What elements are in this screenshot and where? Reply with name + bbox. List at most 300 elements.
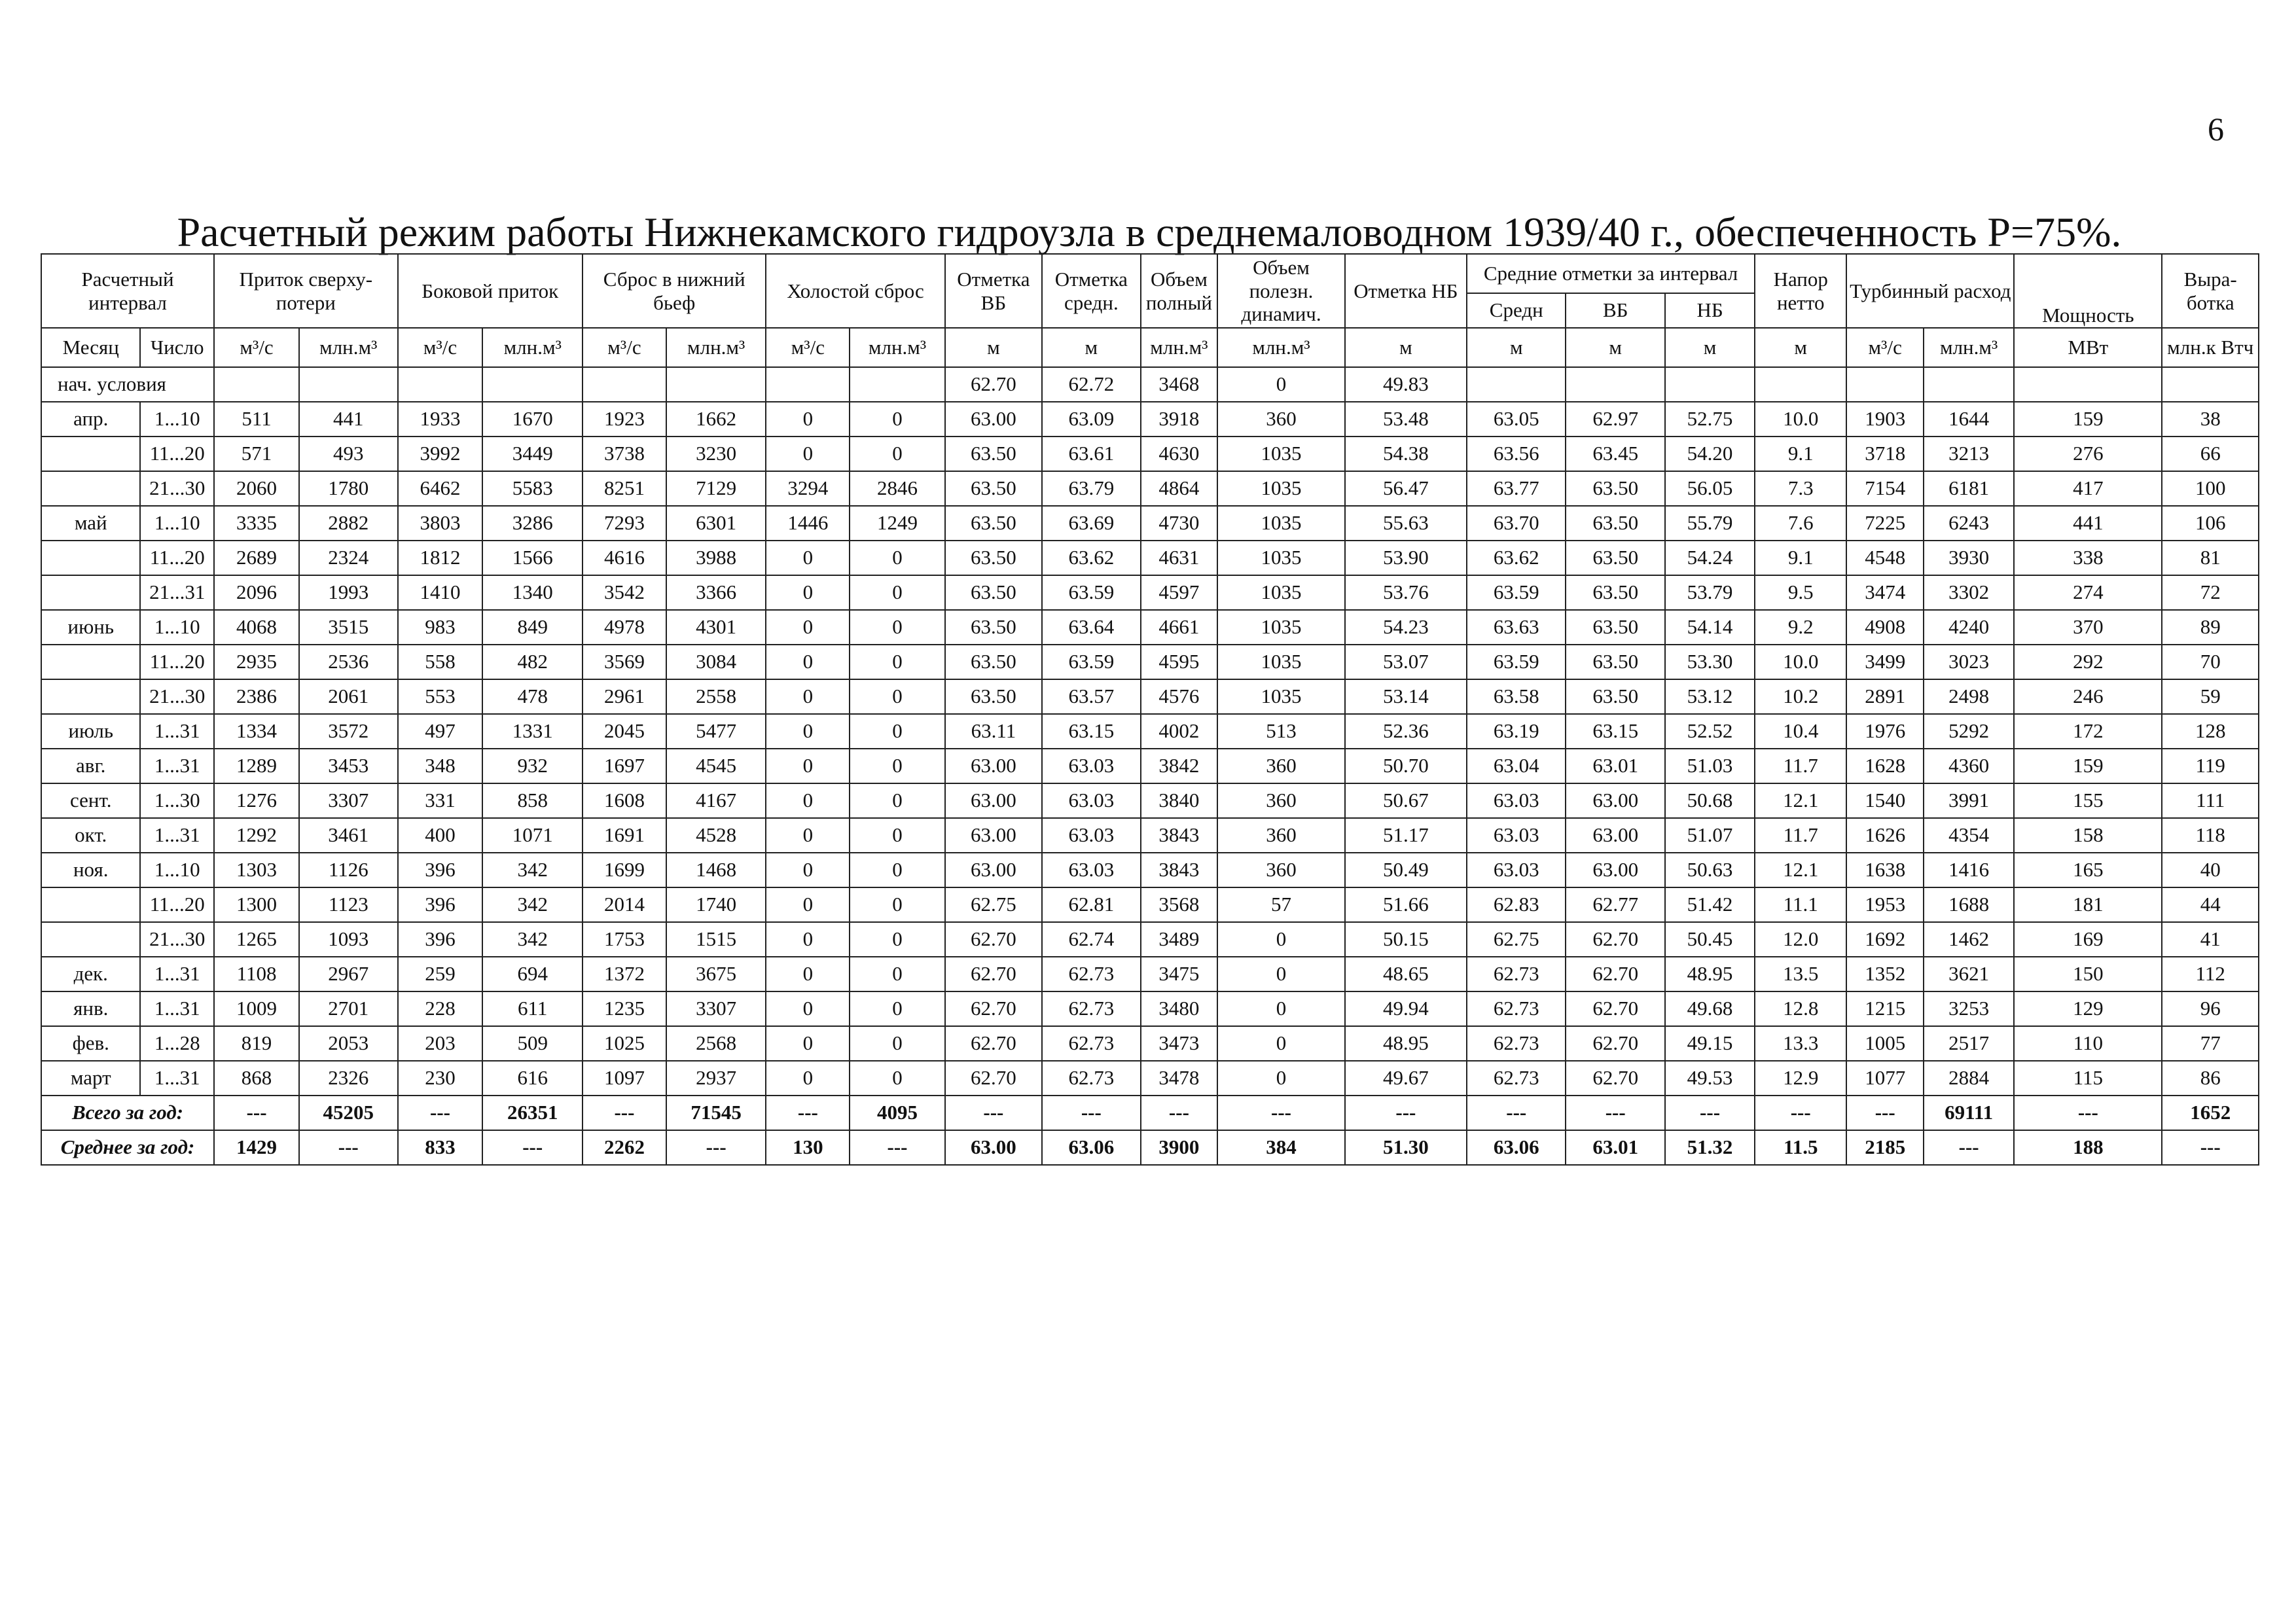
table-cell: 63.03 — [1042, 783, 1140, 818]
table-cell: 1071 — [482, 818, 583, 853]
table-cell: 63.03 — [1467, 853, 1566, 887]
unit-cell: м — [1345, 328, 1467, 367]
header-interval: Расчетный интервал — [41, 254, 214, 328]
table-cell: --- — [583, 1096, 666, 1130]
table-cell: --- — [1141, 1096, 1218, 1130]
header-avg-marks: Средние отметки за интервал — [1467, 254, 1755, 293]
unit-cell: млн.м³ — [1141, 328, 1218, 367]
table-cell: 2961 — [583, 679, 666, 714]
table-cell: 497 — [398, 714, 483, 749]
table-cell: 63.50 — [945, 575, 1042, 610]
unit-cell: м³/с — [1846, 328, 1924, 367]
table-cell: 493 — [299, 437, 397, 471]
table-cell: 1093 — [299, 922, 397, 957]
table-cell: 5477 — [666, 714, 766, 749]
table-cell: 3803 — [398, 506, 483, 541]
table-cell: 62.70 — [1566, 922, 1664, 957]
table-cell: 3294 — [766, 471, 850, 506]
month-cell: янв. — [41, 991, 140, 1026]
table-cell: 276 — [2014, 437, 2162, 471]
table-cell: 868 — [214, 1061, 299, 1096]
table-row — [41, 887, 2259, 922]
table-cell: 1025 — [583, 1026, 666, 1061]
table-cell: 611 — [482, 991, 583, 1026]
table-cell: 62.73 — [1467, 1026, 1566, 1061]
table-cell: 0 — [850, 887, 944, 922]
table-cell: 1289 — [214, 749, 299, 783]
table-cell: 360 — [1217, 749, 1344, 783]
table-cell: 3461 — [299, 818, 397, 853]
table-cell: 858 — [482, 783, 583, 818]
table-row — [41, 991, 2259, 1026]
table-cell: 54.14 — [1665, 610, 1755, 645]
table-cell: 0 — [850, 402, 944, 437]
table-cell: 63.79 — [1042, 471, 1140, 506]
table-cell: 5583 — [482, 471, 583, 506]
table-cell: 181 — [2014, 887, 2162, 922]
table-cell: 3569 — [583, 645, 666, 679]
table-cell: 63.59 — [1467, 645, 1566, 679]
table-cell: 6181 — [1924, 471, 2014, 506]
table-cell: 1292 — [214, 818, 299, 853]
table-cell: 63.59 — [1042, 645, 1140, 679]
table-cell: 1691 — [583, 818, 666, 853]
table-cell: 49.68 — [1665, 991, 1755, 1026]
table-cell: 4167 — [666, 783, 766, 818]
avg-row — [41, 1130, 2259, 1165]
empty-cell — [1665, 367, 1755, 402]
table-cell: --- — [945, 1096, 1042, 1130]
table-cell: 833 — [398, 1130, 483, 1165]
table-cell: --- — [214, 1096, 299, 1130]
table-cell: 3718 — [1846, 437, 1924, 471]
table-cell: 118 — [2162, 818, 2259, 853]
table-cell: 13.3 — [1755, 1026, 1846, 1061]
table-cell: 53.14 — [1345, 679, 1467, 714]
table-cell: 441 — [2014, 506, 2162, 541]
table-cell: 49.67 — [1345, 1061, 1467, 1096]
month-cell: окт. — [41, 818, 140, 853]
table-cell: 384 — [1217, 1130, 1344, 1165]
table-cell: 3253 — [1924, 991, 2014, 1026]
table-cell: 3449 — [482, 437, 583, 471]
table-cell: 3515 — [299, 610, 397, 645]
table-row — [41, 1026, 2259, 1061]
table-cell: 370 — [2014, 610, 2162, 645]
table-cell: 51.32 — [1665, 1130, 1755, 1165]
table-cell: 511 — [214, 402, 299, 437]
table-row — [41, 714, 2259, 749]
table-cell: 1692 — [1846, 922, 1924, 957]
table-cell: 50.45 — [1665, 922, 1755, 957]
table-cell: 63.64 — [1042, 610, 1140, 645]
table-cell: 63.58 — [1467, 679, 1566, 714]
day-range-cell: 1...28 — [140, 1026, 214, 1061]
day-range-cell: 1...31 — [140, 749, 214, 783]
table-cell: 3084 — [666, 645, 766, 679]
table-cell: 70 — [2162, 645, 2259, 679]
unit-cell: м — [1665, 328, 1755, 367]
table-cell: 0 — [850, 575, 944, 610]
table-cell: 513 — [1217, 714, 1344, 749]
table-cell: 11.7 — [1755, 818, 1846, 853]
table-cell: 0 — [850, 957, 944, 991]
table-cell: 1035 — [1217, 541, 1344, 575]
month-cell — [41, 922, 140, 957]
table-row — [41, 575, 2259, 610]
table-cell: 616 — [482, 1061, 583, 1096]
table-cell: 53.48 — [1345, 402, 1467, 437]
table-cell: 57 — [1217, 887, 1344, 922]
empty-cell — [666, 367, 766, 402]
table-cell: 63.50 — [945, 610, 1042, 645]
month-cell — [41, 887, 140, 922]
empty-cell — [1467, 367, 1566, 402]
table-cell: 932 — [482, 749, 583, 783]
table-cell: 1265 — [214, 922, 299, 957]
table-cell: 0 — [850, 541, 944, 575]
table-cell: 55.63 — [1345, 506, 1467, 541]
table-cell: 56.47 — [1345, 471, 1467, 506]
table-cell: 3930 — [1924, 541, 2014, 575]
table-cell: 4730 — [1141, 506, 1218, 541]
table-cell: 694 — [482, 957, 583, 991]
table-cell: 62.70 — [945, 367, 1042, 402]
table-cell: 52.75 — [1665, 402, 1755, 437]
table-cell: 49.53 — [1665, 1061, 1755, 1096]
table-cell: 0 — [850, 610, 944, 645]
table-cell: 3840 — [1141, 783, 1218, 818]
table-cell: 0 — [850, 679, 944, 714]
table-cell: 38 — [2162, 402, 2259, 437]
table-cell: 2967 — [299, 957, 397, 991]
table-cell: 3843 — [1141, 818, 1218, 853]
table-cell: 53.79 — [1665, 575, 1755, 610]
table-cell: 53.30 — [1665, 645, 1755, 679]
table-cell: 1688 — [1924, 887, 2014, 922]
table-cell: 150 — [2014, 957, 2162, 991]
table-cell: 4908 — [1846, 610, 1924, 645]
table-cell: 1416 — [1924, 853, 2014, 887]
table-cell: 478 — [482, 679, 583, 714]
table-cell: 3230 — [666, 437, 766, 471]
day-range-cell: 1...31 — [140, 714, 214, 749]
table-cell: 49.83 — [1345, 367, 1467, 402]
table-cell: 1780 — [299, 471, 397, 506]
table-cell: 63.03 — [1042, 818, 1140, 853]
table-cell: 63.15 — [1042, 714, 1140, 749]
table-cell: 63.50 — [945, 645, 1042, 679]
table-cell: 51.42 — [1665, 887, 1755, 922]
table-cell: 45205 — [299, 1096, 397, 1130]
table-cell: 0 — [766, 818, 850, 853]
table-cell: 0 — [850, 922, 944, 957]
day-range-cell: 21...30 — [140, 922, 214, 957]
table-cell: 51.30 — [1345, 1130, 1467, 1165]
table-cell: 1638 — [1846, 853, 1924, 887]
table-cell: --- — [1846, 1096, 1924, 1130]
header-lateral: Боковой приток — [398, 254, 583, 328]
table-cell: 63.04 — [1467, 749, 1566, 783]
table-cell: 0 — [766, 645, 850, 679]
table-cell: 331 — [398, 783, 483, 818]
table-cell: 1123 — [299, 887, 397, 922]
day-range-cell: 1...10 — [140, 610, 214, 645]
table-cell: 396 — [398, 853, 483, 887]
table-cell: 63.03 — [1467, 783, 1566, 818]
table-cell: 72 — [2162, 575, 2259, 610]
table-cell: 0 — [766, 1061, 850, 1096]
table-cell: --- — [299, 1130, 397, 1165]
table-cell: 69111 — [1924, 1096, 2014, 1130]
table-cell: 1608 — [583, 783, 666, 818]
table-cell: 54.38 — [1345, 437, 1467, 471]
table-cell: 3988 — [666, 541, 766, 575]
table-cell: 3302 — [1924, 575, 2014, 610]
table-cell: 0 — [766, 679, 850, 714]
table-cell: 0 — [850, 853, 944, 887]
table-cell: 63.00 — [945, 853, 1042, 887]
table-cell: 59 — [2162, 679, 2259, 714]
unit-cell: млн.м³ — [299, 328, 397, 367]
table-cell: 2386 — [214, 679, 299, 714]
table-cell: 1753 — [583, 922, 666, 957]
table-cell: 342 — [482, 922, 583, 957]
unit-cell: м³/с — [398, 328, 483, 367]
table-cell: 50.70 — [1345, 749, 1467, 783]
total-row-label: Всего за год: — [41, 1096, 214, 1130]
table-cell: 1566 — [482, 541, 583, 575]
table-cell: --- — [1042, 1096, 1140, 1130]
table-cell: --- — [1217, 1096, 1344, 1130]
table-cell: 5292 — [1924, 714, 2014, 749]
table-cell: 50.68 — [1665, 783, 1755, 818]
table-cell: 62.73 — [1042, 991, 1140, 1026]
table-cell: 2846 — [850, 471, 944, 506]
table-cell: 50.15 — [1345, 922, 1467, 957]
table-cell: 1035 — [1217, 645, 1344, 679]
table-cell: 1097 — [583, 1061, 666, 1096]
table-cell: 63.01 — [1566, 1130, 1664, 1165]
table-cell: 0 — [1217, 1026, 1344, 1061]
table-row — [41, 506, 2259, 541]
month-cell: сент. — [41, 783, 140, 818]
table-cell: 40 — [2162, 853, 2259, 887]
header-mark-vb: Отметка ВБ — [945, 254, 1042, 328]
table-cell: 12.1 — [1755, 853, 1846, 887]
table-cell: 1334 — [214, 714, 299, 749]
unit-cell: м — [1467, 328, 1566, 367]
total-row — [41, 1096, 2259, 1130]
table-cell: 7.6 — [1755, 506, 1846, 541]
table-cell: 2568 — [666, 1026, 766, 1061]
table-cell: 1300 — [214, 887, 299, 922]
unit-cell: м — [945, 328, 1042, 367]
table-cell: 292 — [2014, 645, 2162, 679]
table-cell: 1626 — [1846, 818, 1924, 853]
table-cell: 849 — [482, 610, 583, 645]
header-vol-full: Объем полный — [1141, 254, 1218, 328]
table-cell: 0 — [766, 887, 850, 922]
day-range-cell: 21...31 — [140, 575, 214, 610]
table-cell: 10.2 — [1755, 679, 1846, 714]
table-cell: 3900 — [1141, 1130, 1218, 1165]
table-cell: --- — [482, 1130, 583, 1165]
month-cell — [41, 645, 140, 679]
empty-cell — [2014, 367, 2162, 402]
table-cell: 2937 — [666, 1061, 766, 1096]
table-cell: 10.0 — [1755, 402, 1846, 437]
table-cell: 6462 — [398, 471, 483, 506]
table-row — [41, 402, 2259, 437]
table-cell: 553 — [398, 679, 483, 714]
table-cell: 1740 — [666, 887, 766, 922]
table-cell: 0 — [766, 402, 850, 437]
table-cell: 4978 — [583, 610, 666, 645]
table-cell: 7129 — [666, 471, 766, 506]
table-row — [41, 1061, 2259, 1096]
table-cell: 0 — [850, 714, 944, 749]
table-cell: 2060 — [214, 471, 299, 506]
header-head: Напор нетто — [1755, 254, 1846, 328]
table-cell: 54.24 — [1665, 541, 1755, 575]
table-cell: 1515 — [666, 922, 766, 957]
table-cell: 0 — [1217, 367, 1344, 402]
table-cell: 71545 — [666, 1096, 766, 1130]
table-cell: 9.1 — [1755, 541, 1846, 575]
table-cell: 3992 — [398, 437, 483, 471]
table-cell: 1812 — [398, 541, 483, 575]
table-cell: 1303 — [214, 853, 299, 887]
table-cell: 51.07 — [1665, 818, 1755, 853]
table-cell: 338 — [2014, 541, 2162, 575]
month-cell — [41, 471, 140, 506]
table-cell: 7225 — [1846, 506, 1924, 541]
table-cell: 3468 — [1141, 367, 1218, 402]
table-cell: 7293 — [583, 506, 666, 541]
table-cell: 62.75 — [945, 887, 1042, 922]
table-cell: 0 — [850, 783, 944, 818]
day-range-cell: 1...10 — [140, 506, 214, 541]
table-cell: 89 — [2162, 610, 2259, 645]
table-cell: 2185 — [1846, 1130, 1924, 1165]
day-range-cell: 1...31 — [140, 818, 214, 853]
table-cell: 3738 — [583, 437, 666, 471]
table-cell: 63.00 — [1566, 818, 1664, 853]
table-cell: 3675 — [666, 957, 766, 991]
table-cell: 63.50 — [1566, 506, 1664, 541]
table-cell: 63.00 — [945, 402, 1042, 437]
day-range-cell: 1...10 — [140, 402, 214, 437]
header-energy: Выра-ботка — [2162, 254, 2259, 328]
table-cell: 50.49 — [1345, 853, 1467, 887]
table-cell: 2045 — [583, 714, 666, 749]
table-cell: 106 — [2162, 506, 2259, 541]
table-cell: 62.70 — [1566, 1026, 1664, 1061]
table-cell: 0 — [850, 749, 944, 783]
table-cell: 63.50 — [1566, 471, 1664, 506]
table-cell: 4616 — [583, 541, 666, 575]
table-cell: 63.57 — [1042, 679, 1140, 714]
table-cell: 3286 — [482, 506, 583, 541]
table-cell: 360 — [1217, 818, 1344, 853]
table-cell: 2014 — [583, 887, 666, 922]
table-cell: 1933 — [398, 402, 483, 437]
table-cell: 4301 — [666, 610, 766, 645]
table-cell: 50.63 — [1665, 853, 1755, 887]
table-cell: 1468 — [666, 853, 766, 887]
table-cell: 0 — [766, 1026, 850, 1061]
table-cell: 3621 — [1924, 957, 2014, 991]
table-cell: 81 — [2162, 541, 2259, 575]
unit-cell: МВт — [2014, 328, 2162, 367]
table-cell: 52.36 — [1345, 714, 1467, 749]
table-row — [41, 471, 2259, 506]
table-cell: 48.95 — [1665, 957, 1755, 991]
table-cell: 1215 — [1846, 991, 1924, 1026]
table-cell: 53.12 — [1665, 679, 1755, 714]
table-cell: 10.0 — [1755, 645, 1846, 679]
table-row — [41, 541, 2259, 575]
header-discharge: Сброс в нижний бьеф — [583, 254, 766, 328]
table-cell: 62.72 — [1042, 367, 1140, 402]
table-cell: 110 — [2014, 1026, 2162, 1061]
table-cell: 274 — [2014, 575, 2162, 610]
table-cell: 130 — [766, 1130, 850, 1165]
table-cell: 63.50 — [945, 679, 1042, 714]
table-cell: 558 — [398, 645, 483, 679]
table-cell: 63.00 — [945, 749, 1042, 783]
table-cell: 360 — [1217, 402, 1344, 437]
month-cell: апр. — [41, 402, 140, 437]
table-cell: 62.70 — [945, 922, 1042, 957]
table-cell: 51.66 — [1345, 887, 1467, 922]
table-cell: 2061 — [299, 679, 397, 714]
table-row — [41, 679, 2259, 714]
table-cell: 62.70 — [1566, 991, 1664, 1026]
table-cell: 3453 — [299, 749, 397, 783]
table-cell: 1953 — [1846, 887, 1924, 922]
month-cell: март — [41, 1061, 140, 1096]
table-cell: 54.23 — [1345, 610, 1467, 645]
table-cell: 63.01 — [1566, 749, 1664, 783]
table-cell: 62.73 — [1042, 1061, 1140, 1096]
table-cell: 417 — [2014, 471, 2162, 506]
table-cell: 63.50 — [1566, 679, 1664, 714]
table-cell: 4576 — [1141, 679, 1218, 714]
table-cell: 3572 — [299, 714, 397, 749]
table-row — [41, 957, 2259, 991]
table-cell: 2891 — [1846, 679, 1924, 714]
table-cell: 49.94 — [1345, 991, 1467, 1026]
table-cell: 509 — [482, 1026, 583, 1061]
table-cell: 3480 — [1141, 991, 1218, 1026]
unit-cell: млн.м³ — [482, 328, 583, 367]
table-cell: 63.63 — [1467, 610, 1566, 645]
table-cell: 3918 — [1141, 402, 1218, 437]
table-cell: 12.9 — [1755, 1061, 1846, 1096]
empty-cell — [299, 367, 397, 402]
table-cell: 50.67 — [1345, 783, 1467, 818]
table-cell: 571 — [214, 437, 299, 471]
table-cell: 3366 — [666, 575, 766, 610]
table-cell: 129 — [2014, 991, 2162, 1026]
table-row — [41, 853, 2259, 887]
table-cell: 6243 — [1924, 506, 2014, 541]
table-cell: 63.59 — [1042, 575, 1140, 610]
table-row — [41, 783, 2259, 818]
table-cell: 0 — [766, 783, 850, 818]
